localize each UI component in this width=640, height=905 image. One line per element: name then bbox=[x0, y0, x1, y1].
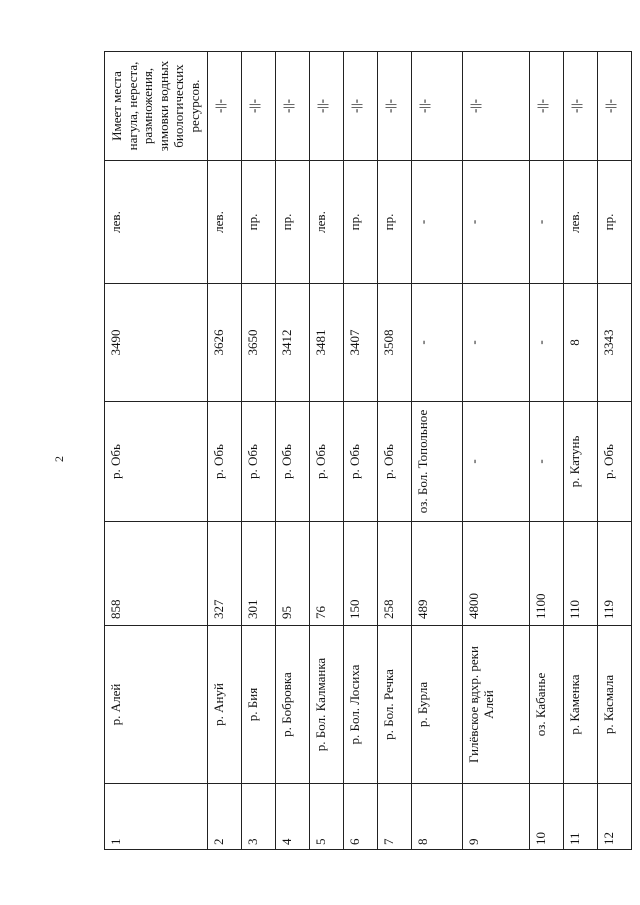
cell-bank: - bbox=[411, 161, 462, 284]
cell-significance: Имеет места нагула, нереста, размножения, зимовки водных биологических ресурсов. bbox=[105, 52, 208, 161]
cell-row-number: 8 bbox=[411, 784, 462, 850]
table-row bbox=[462, 52, 529, 850]
cell-value: 4800 bbox=[462, 522, 529, 626]
cell-value: 110 bbox=[563, 522, 597, 626]
cell-distance: - bbox=[529, 284, 563, 402]
table-row bbox=[105, 52, 208, 850]
cell-significance: -||- bbox=[309, 52, 343, 161]
cell-water-body-name: р. Касмала bbox=[597, 626, 631, 784]
cell-bank: пр. bbox=[275, 161, 309, 284]
table-row bbox=[597, 52, 631, 850]
cell-flows-into: р. Обь bbox=[105, 402, 208, 522]
cell-value: 1100 bbox=[529, 522, 563, 626]
cell-distance: 3490 bbox=[105, 284, 208, 402]
cell-water-body-name: оз. Кабанье bbox=[529, 626, 563, 784]
cell-value: 76 bbox=[309, 522, 343, 626]
cell-flows-into: оз. Бол. Топольное bbox=[411, 402, 462, 522]
cell-water-body-name: р. Бол. Калманка bbox=[309, 626, 343, 784]
cell-value: 258 bbox=[377, 522, 411, 626]
cell-bank: пр. bbox=[343, 161, 377, 284]
cell-flows-into: р. Обь bbox=[377, 402, 411, 522]
cell-water-body-name: р. Ануй bbox=[207, 626, 241, 784]
table-row bbox=[343, 52, 377, 850]
table-row bbox=[241, 52, 275, 850]
cell-distance: 3626 bbox=[207, 284, 241, 402]
water-bodies-table bbox=[104, 51, 632, 850]
cell-water-body-name: р. Бол. Речка bbox=[377, 626, 411, 784]
cell-row-number: 3 bbox=[241, 784, 275, 850]
cell-row-number: 11 bbox=[563, 784, 597, 850]
cell-flows-into: р. Обь bbox=[597, 402, 631, 522]
cell-bank: лев. bbox=[207, 161, 241, 284]
cell-bank: пр. bbox=[597, 161, 631, 284]
cell-bank: лев. bbox=[309, 161, 343, 284]
cell-row-number: 9 bbox=[462, 784, 529, 850]
cell-water-body-name: Гилёвское вдхр. реки Алей bbox=[462, 626, 529, 784]
cell-flows-into: р. Обь bbox=[275, 402, 309, 522]
cell-value: 489 bbox=[411, 522, 462, 626]
cell-significance: -||- bbox=[275, 52, 309, 161]
cell-row-number: 1 bbox=[105, 784, 208, 850]
table-row bbox=[411, 52, 462, 850]
cell-water-body-name: р. Бурла bbox=[411, 626, 462, 784]
table-row bbox=[207, 52, 241, 850]
table-row bbox=[377, 52, 411, 850]
cell-flows-into: р. Обь bbox=[309, 402, 343, 522]
cell-distance: - bbox=[462, 284, 529, 402]
page-number: 2 bbox=[52, 456, 66, 462]
cell-bank: пр. bbox=[241, 161, 275, 284]
cell-significance: -||- bbox=[411, 52, 462, 161]
cell-value: 301 bbox=[241, 522, 275, 626]
cell-significance: -||- bbox=[597, 52, 631, 161]
cell-water-body-name: р. Алей bbox=[105, 626, 208, 784]
cell-bank: лев. bbox=[105, 161, 208, 284]
cell-significance: -||- bbox=[207, 52, 241, 161]
cell-significance: -||- bbox=[377, 52, 411, 161]
table-row bbox=[563, 52, 597, 850]
cell-value: 119 bbox=[597, 522, 631, 626]
cell-value: 95 bbox=[275, 522, 309, 626]
cell-significance: -||- bbox=[529, 52, 563, 161]
cell-bank: - bbox=[529, 161, 563, 284]
cell-distance: 3508 bbox=[377, 284, 411, 402]
cell-distance: 3481 bbox=[309, 284, 343, 402]
cell-flows-into: р. Обь bbox=[207, 402, 241, 522]
cell-water-body-name: р. Бия bbox=[241, 626, 275, 784]
cell-significance: -||- bbox=[462, 52, 529, 161]
table-body bbox=[105, 52, 632, 850]
cell-distance: 3343 bbox=[597, 284, 631, 402]
cell-flows-into: р. Обь bbox=[241, 402, 275, 522]
cell-flows-into: р. Катунь bbox=[563, 402, 597, 522]
cell-value: 150 bbox=[343, 522, 377, 626]
cell-distance: 3412 bbox=[275, 284, 309, 402]
cell-water-body-name: р. Бол. Лосиха bbox=[343, 626, 377, 784]
cell-distance: - bbox=[411, 284, 462, 402]
cell-row-number: 2 bbox=[207, 784, 241, 850]
cell-significance: -||- bbox=[241, 52, 275, 161]
cell-bank: пр. bbox=[377, 161, 411, 284]
table-row bbox=[275, 52, 309, 850]
rotated-table-wrapper bbox=[104, 52, 617, 850]
cell-flows-into: - bbox=[529, 402, 563, 522]
cell-row-number: 7 bbox=[377, 784, 411, 850]
cell-distance: 8 bbox=[563, 284, 597, 402]
table-row bbox=[529, 52, 563, 850]
cell-row-number: 4 bbox=[275, 784, 309, 850]
cell-flows-into: - bbox=[462, 402, 529, 522]
cell-row-number: 5 bbox=[309, 784, 343, 850]
cell-water-body-name: р. Каменка bbox=[563, 626, 597, 784]
cell-significance: -||- bbox=[343, 52, 377, 161]
table-row bbox=[309, 52, 343, 850]
cell-row-number: 10 bbox=[529, 784, 563, 850]
cell-row-number: 6 bbox=[343, 784, 377, 850]
cell-row-number: 12 bbox=[597, 784, 631, 850]
cell-distance: 3650 bbox=[241, 284, 275, 402]
cell-distance: 3407 bbox=[343, 284, 377, 402]
cell-bank: - bbox=[462, 161, 529, 284]
cell-value: 858 bbox=[105, 522, 208, 626]
cell-water-body-name: р. Бобровка bbox=[275, 626, 309, 784]
cell-significance: -||- bbox=[563, 52, 597, 161]
cell-bank: лев. bbox=[563, 161, 597, 284]
cell-value: 327 bbox=[207, 522, 241, 626]
cell-flows-into: р. Обь bbox=[343, 402, 377, 522]
